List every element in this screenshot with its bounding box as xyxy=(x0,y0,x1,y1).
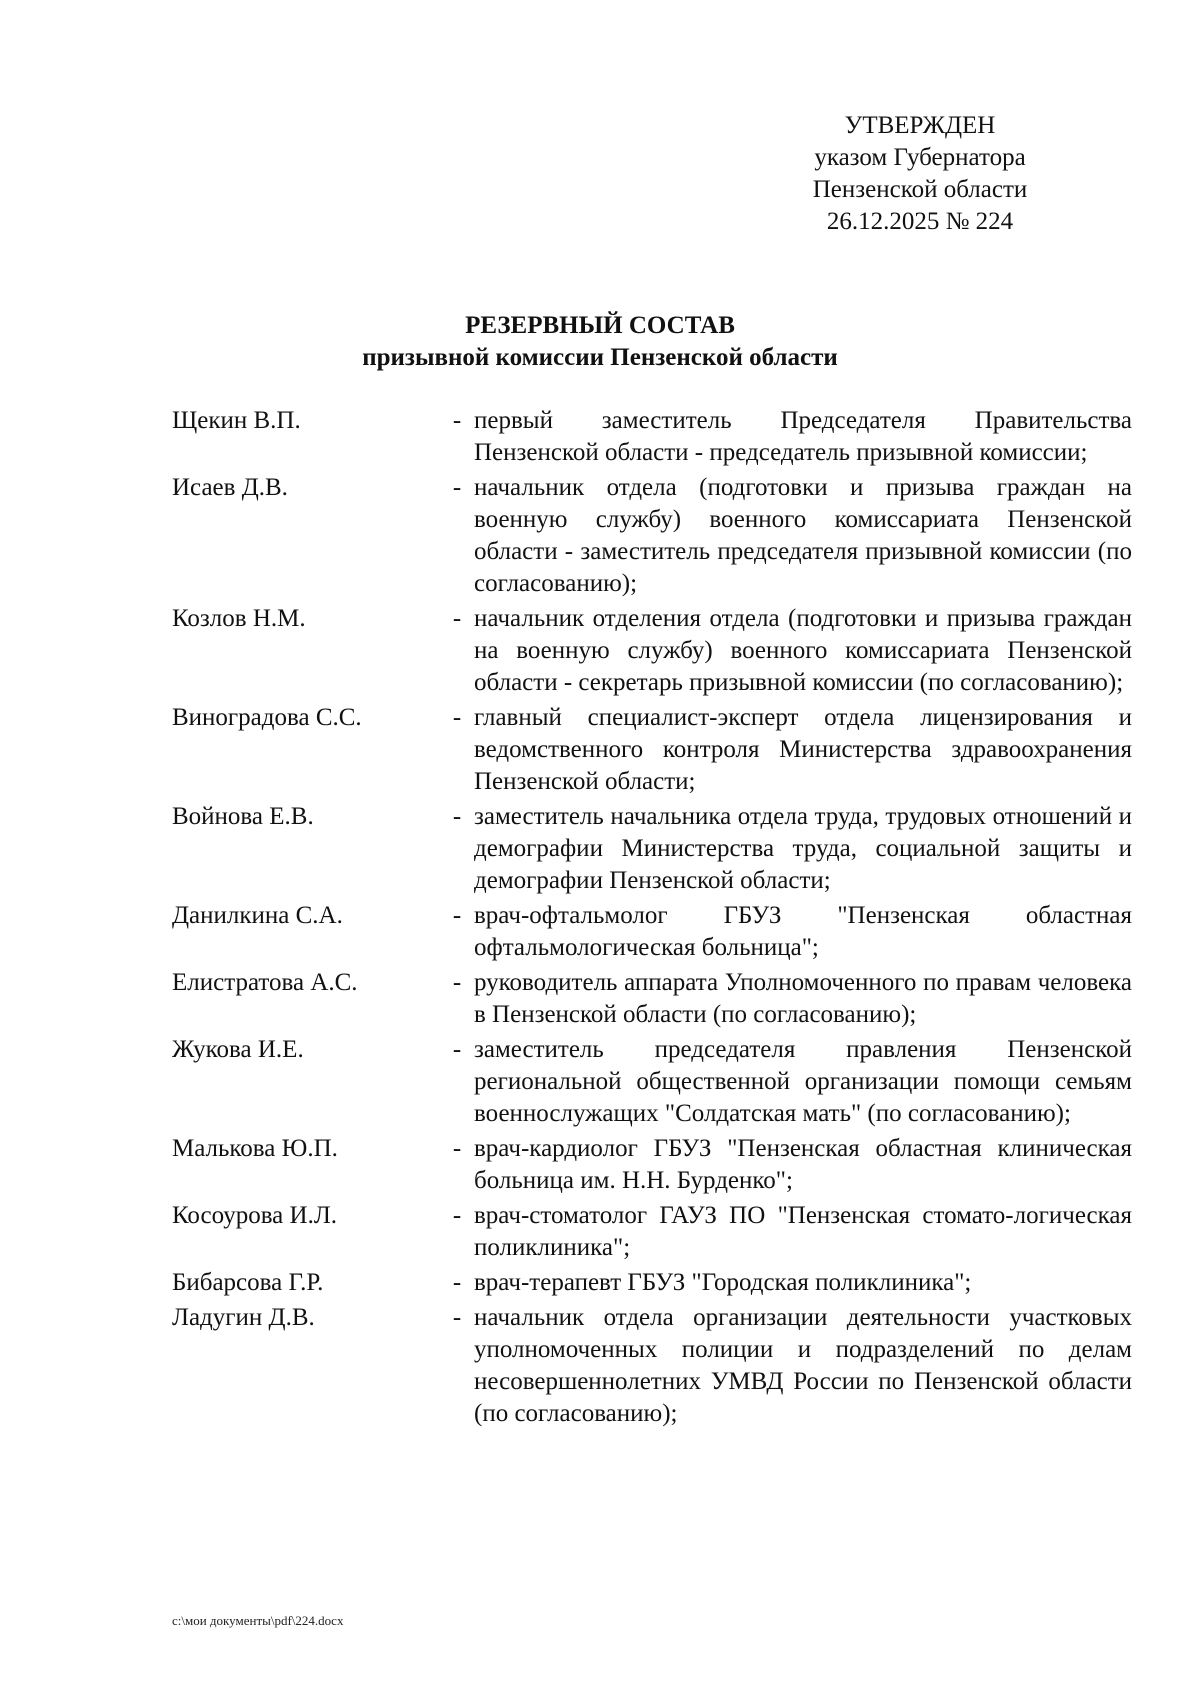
member-dash: - xyxy=(452,474,462,501)
member-dash: - xyxy=(452,969,462,996)
member-name: Бибарсова Г.Р. xyxy=(172,1269,324,1296)
approval-block xyxy=(785,110,1055,238)
member-position: заместитель начальника отдела труда, трудовых отношений и демографии Министерства труда, социальной защиты и демографии Пензенской области; xyxy=(474,803,1132,894)
member-dash: - xyxy=(452,407,462,434)
member-name: Малькова Ю.П. xyxy=(172,1135,338,1162)
member-row xyxy=(172,603,1132,699)
member-row xyxy=(172,801,1132,897)
member-dash: - xyxy=(452,1269,462,1296)
approval-status: УТВЕРЖДЕН xyxy=(844,112,996,139)
approval-date-number: 26.12.2025 № 224 xyxy=(826,208,1014,235)
member-row xyxy=(172,702,1132,798)
member-name: Войнова Е.В. xyxy=(172,803,314,830)
member-name: Виноградова С.С. xyxy=(172,704,362,731)
member-row xyxy=(172,405,1132,469)
member-position: врач-терапевт ГБУЗ "Городская поликлиника"; xyxy=(474,1269,972,1296)
member-dash: - xyxy=(452,902,462,929)
file-path-footer: c:\мои документы\pdf\224.docx xyxy=(172,1613,344,1628)
member-row xyxy=(172,1034,1132,1130)
member-row xyxy=(172,472,1132,600)
member-dash: - xyxy=(452,1304,462,1331)
member-position: врач-кардиолог ГБУЗ "Пензенская областная клиническая больница им. Н.Н. Бурденко"; xyxy=(474,1135,1132,1194)
member-position: руководитель аппарата Уполномоченного по правам человека в Пензенской области (по согласованию); xyxy=(474,969,1132,1028)
member-name: Ладугин Д.В. xyxy=(172,1304,315,1331)
member-position: начальник отдела организации деятельности участковых уполномоченных полиции и подразделений по делам несовершеннолетних УМВД России по Пензенской области (по согласованию); xyxy=(474,1304,1132,1427)
member-name: Косоурова И.Л. xyxy=(172,1202,338,1229)
member-name: Данилкина С.А. xyxy=(172,902,343,929)
title-subtitle: призывной комиссии Пензенской области xyxy=(362,344,838,371)
member-name: Исаев Д.В. xyxy=(172,474,288,501)
member-dash: - xyxy=(452,605,462,632)
member-name: Козлов Н.М. xyxy=(172,605,306,632)
members-list xyxy=(172,405,1132,1433)
member-row xyxy=(172,900,1132,964)
member-position: врач-стоматолог ГАУЗ ПО "Пензенская стомато-логическая поликлиника"; xyxy=(474,1202,1132,1261)
member-dash: - xyxy=(452,704,462,731)
member-name: Щекин В.П. xyxy=(172,407,301,434)
member-name: Жукова И.Е. xyxy=(172,1036,304,1063)
member-dash: - xyxy=(452,1036,462,1063)
member-position: первый заместитель Председателя Правительства Пензенской области - председатель призывной комиссии; xyxy=(474,407,1132,466)
approval-region: Пензенской области xyxy=(812,176,1028,203)
member-position: начальник отдела (подготовки и призыва граждан на военную службу) военного комиссариата Пензенской области - заместитель председателя призывной комиссии (по согласованию); xyxy=(474,474,1132,597)
member-position: врач-офтальмолог ГБУЗ "Пензенская областная офтальмологическая больница"; xyxy=(474,902,1132,961)
member-row xyxy=(172,967,1132,1031)
member-dash: - xyxy=(452,803,462,830)
member-dash: - xyxy=(452,1135,462,1162)
member-row xyxy=(172,1302,1132,1430)
member-row xyxy=(172,1200,1132,1264)
document-title xyxy=(0,310,1200,374)
approval-by: указом Губернатора xyxy=(814,144,1026,171)
member-row xyxy=(172,1133,1132,1197)
member-name: Елистратова А.С. xyxy=(172,969,358,996)
member-position: начальник отделения отдела (подготовки и призыва граждан на военную службу) военного комиссариата Пензенской области - секретарь призывной комиссии (по согласованию); xyxy=(474,605,1132,696)
member-position: заместитель председателя правления Пензенской региональной общественной организации помощи семьям военнослужащих "Солдатская мать" (по согласованию); xyxy=(474,1036,1132,1127)
member-position: главный специалист-эксперт отдела лицензирования и ведомственного контроля Министерства здравоохранения Пензенской области; xyxy=(474,704,1132,795)
member-dash: - xyxy=(452,1202,462,1229)
member-row xyxy=(172,1267,1132,1299)
title-main: РЕЗЕРВНЫЙ СОСТАВ xyxy=(465,312,735,339)
